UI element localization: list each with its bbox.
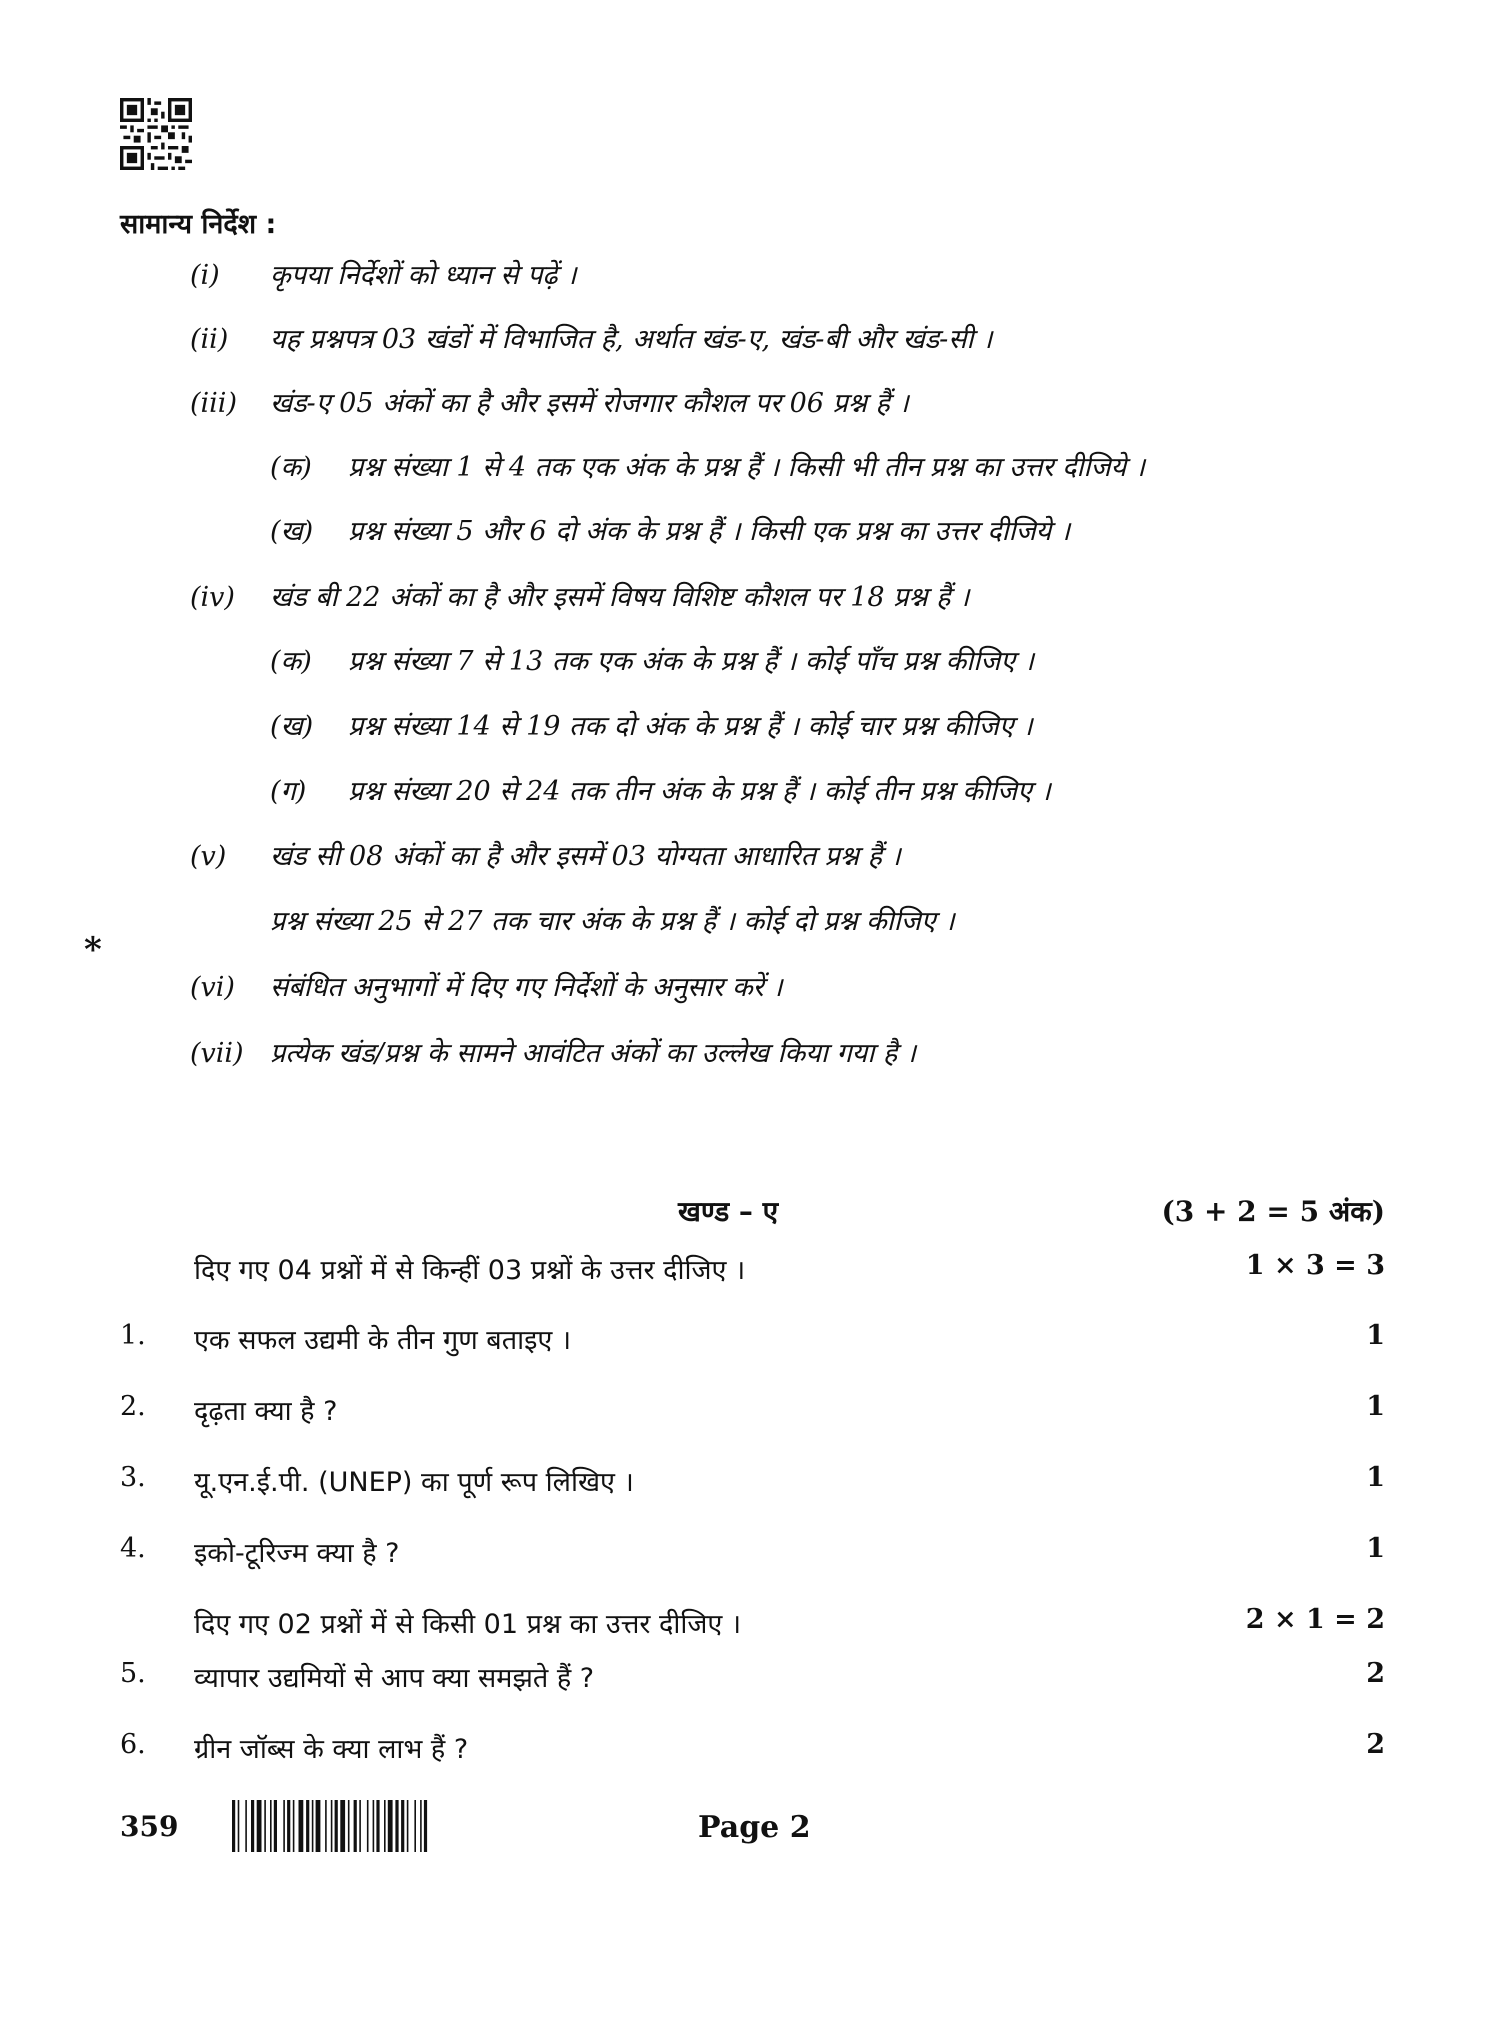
- instruction-text: खंड-ए 05 अंकों का है और इसमें रोजगार कौशल पर 06 प्रश्न हैं ।: [270, 388, 909, 419]
- instruction-subitem: [270, 772, 1051, 812]
- question-number: 1.: [120, 1320, 146, 1351]
- question-marks: 1: [1366, 1462, 1385, 1493]
- question-marks: 1: [1366, 1391, 1385, 1422]
- question-marks: 1 × 3 = 3: [1245, 1250, 1385, 1281]
- instruction-text: प्रश्न संख्या 1 से 4 तक एक अंक के प्रश्न हैं । किसी भी तीन प्रश्न का उत्तर दीजिये ।: [348, 452, 1145, 483]
- question-marks: 2 × 1 = 2: [1245, 1604, 1385, 1635]
- page-number: Page 2: [698, 1810, 811, 1845]
- section-marks: (3 + 2 = 5 अंक): [1161, 1195, 1385, 1228]
- question-text: एक सफल उद्यमी के तीन गुण बताइए ।: [194, 1325, 572, 1356]
- instruction-sub-marker: (क): [270, 452, 312, 483]
- question-marks: 1: [1366, 1320, 1385, 1351]
- instruction-number: (vii): [190, 1038, 244, 1069]
- question-number: 2.: [120, 1391, 146, 1422]
- instruction-subitem: [270, 707, 1033, 747]
- question-marks: 2: [1366, 1729, 1385, 1760]
- qr-code: [120, 98, 192, 170]
- instruction-item: [190, 578, 969, 618]
- section-title: खण्ड – ए: [678, 1195, 779, 1228]
- instruction-item: [190, 384, 909, 424]
- instruction-text: कृपया निर्देशों को ध्यान से पढ़ें ।: [270, 260, 577, 291]
- instruction-item: [190, 256, 576, 296]
- section-instruction-row: [120, 1604, 1385, 1648]
- instruction-subitem: [270, 512, 1070, 552]
- instruction-number: (v): [190, 841, 227, 872]
- barcode: [232, 1800, 508, 1852]
- question-row: [120, 1729, 1385, 1773]
- question-row: [120, 1533, 1385, 1577]
- instruction-text: संबंधित अनुभागों में दिए गए निर्देशों के अनुसार करें ।: [270, 972, 783, 1003]
- instruction-number: (i): [190, 260, 220, 291]
- instruction-text: यह प्रश्नपत्र 03 खंडों में विभाजित है, अर्थात खंड-ए, खंड-बी और खंड-सी ।: [270, 324, 993, 355]
- instruction-number: (ii): [190, 324, 229, 355]
- question-number: 4.: [120, 1533, 146, 1564]
- instruction-item: [190, 837, 901, 877]
- instruction-subitem: [270, 448, 1145, 488]
- instruction-number: (vi): [190, 972, 235, 1003]
- instruction-text: खंड बी 22 अंकों का है और इसमें विषय विशिष्ट कौशल पर 18 प्रश्न हैं ।: [270, 582, 970, 613]
- instructions-heading: सामान्य निर्देश :: [120, 209, 277, 240]
- instruction-text: खंड सी 08 अंकों का है और इसमें 03 योग्यता आधारित प्रश्न हैं ।: [270, 841, 901, 872]
- instruction-text: प्रश्न संख्या 14 से 19 तक दो अंक के प्रश्न हैं । कोई चार प्रश्न कीजिए ।: [348, 711, 1033, 742]
- question-text: ग्रीन जॉब्स के क्या लाभ हैं ?: [194, 1734, 469, 1765]
- question-number: 3.: [120, 1462, 146, 1493]
- question-row: [120, 1462, 1385, 1506]
- instruction-number: (iv): [190, 582, 235, 613]
- question-row: [120, 1391, 1385, 1435]
- instruction-item: [190, 320, 992, 360]
- question-number: 5.: [120, 1658, 146, 1689]
- instruction-text: प्रत्येक खंड/प्रश्न के सामने आवंटित अंकों का उल्लेख किया गया है ।: [270, 1038, 917, 1069]
- instruction-text: प्रश्न संख्या 20 से 24 तक तीन अंक के प्रश्न हैं । कोई तीन प्रश्न कीजिए ।: [348, 776, 1051, 807]
- question-row: [120, 1658, 1385, 1702]
- instruction-sub-marker: (ख): [270, 711, 314, 742]
- question-marks: 1: [1366, 1533, 1385, 1564]
- instruction-text: प्रश्न संख्या 7 से 13 तक एक अंक के प्रश्न हैं । कोई पाँच प्रश्न कीजिए ।: [348, 646, 1035, 677]
- instruction-sub-marker: (क): [270, 646, 312, 677]
- instruction-text: प्रश्न संख्या 25 से 27 तक चार अंक के प्रश्न हैं । कोई दो प्रश्न कीजिए ।: [270, 906, 955, 937]
- section-instruction-row: [120, 1250, 1385, 1294]
- question-row: [120, 1320, 1385, 1364]
- instruction-item: [190, 1034, 916, 1074]
- question-text: दिए गए 04 प्रश्नों में से किन्हीं 03 प्रश्नों के उत्तर दीजिए ।: [194, 1255, 746, 1286]
- margin-star-mark: *: [84, 930, 102, 970]
- instruction-item: [190, 902, 955, 942]
- question-text: इको-टूरिज्म क्या है ?: [194, 1538, 400, 1569]
- instruction-number: (iii): [190, 388, 237, 419]
- question-text: दृढ़ता क्या है ?: [194, 1396, 338, 1427]
- instruction-item: [190, 968, 783, 1008]
- instruction-sub-marker: (ख): [270, 516, 314, 547]
- instruction-sub-marker: (ग): [270, 776, 307, 807]
- instruction-subitem: [270, 642, 1034, 682]
- question-number: 6.: [120, 1729, 146, 1760]
- question-marks: 2: [1366, 1658, 1385, 1689]
- question-text: व्यापार उद्यमियों से आप क्या समझते हैं ?: [194, 1663, 595, 1694]
- question-text: दिए गए 02 प्रश्नों में से किसी 01 प्रश्न का उत्तर दीजिए ।: [194, 1609, 742, 1640]
- instruction-text: प्रश्न संख्या 5 और 6 दो अंक के प्रश्न हैं । किसी एक प्रश्न का उत्तर दीजिये ।: [348, 516, 1071, 547]
- question-text: यू.एन.ई.पी. (UNEP) का पूर्ण रूप लिखिए ।: [194, 1467, 634, 1498]
- paper-code: 359: [120, 1810, 179, 1843]
